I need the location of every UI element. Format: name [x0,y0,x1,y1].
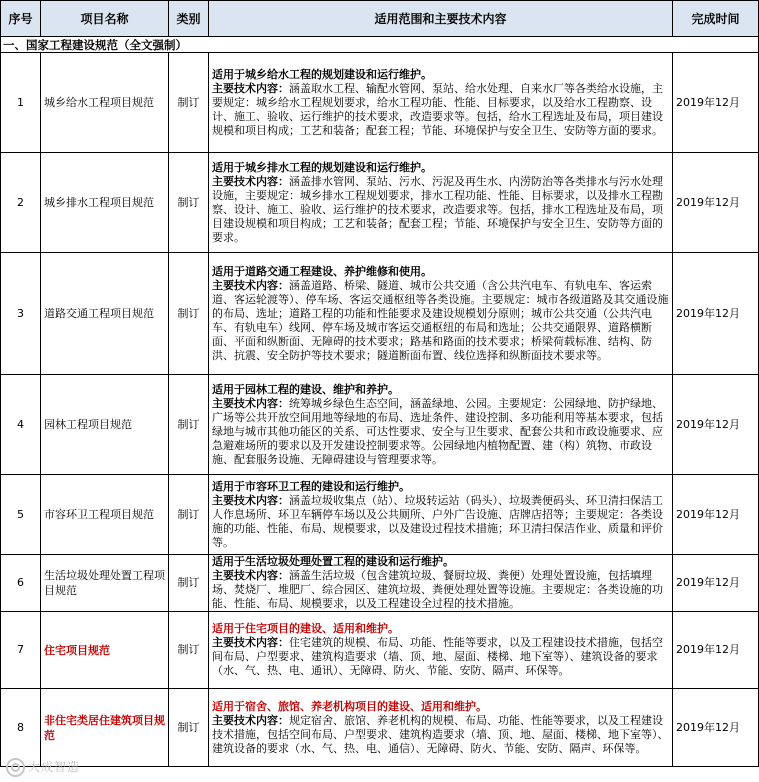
header-type: 类别 [169,1,209,37]
tech-text: 统筹城乡绿色生态空间，涵盖绿地、公园。主要规定：公园绿地、防护绿地、广场等公共开放空间用地等绿地的布局、选址条件、建设控制、多功能利用等基本要求，包括绿地与城市其他功能区的关系、可达性要求、安全与卫生要求、配套公共和市政设施要求、应急避难场所的要求以及开发建设控制要求等。公园绿地内植物配置、建（构）筑物、市政设施、配套服务设施、无障碍建设与管理要求等。 [212,396,663,466]
tech-paragraph [212,569,669,611]
header-time: 完成时间 [673,1,759,37]
header-name: 项目名称 [41,1,169,37]
tech-text: 涵盖取水工程、输配水管网、泵站、给水处理、自来水厂等各类给水设施，主要规定：城乡给水工程规划要求，给水工程功能、性能、目标要求，以及给水工程勘察、设计、施工、验收、运行维护的技术要求，改造要求等。包括，给水工程选址及布局，项目建设规模和项目构成；工艺和装备；配套工程；节能、环境保护与安全卫生、安防等方面的要求。 [212,81,663,137]
category: 制订 [169,53,209,153]
table-row [1,475,759,555]
scope-text: 适用于城乡排水工程的规划建设和运行维护。 [212,160,432,174]
category: 制订 [169,375,209,475]
tech-text: 住宅建筑的规模、布局、功能、性能等要求，以及工程建设技术措施，包括空间布局、户型要求、建筑构造要求（墙、顶、地、屋面、楼梯、地下室等）、建筑设备的要求（水、气、热、电、通讯）、无障碍、防火、节能、安防、隔声、环保等。 [212,636,663,677]
content-cell [209,612,673,689]
completion-time: 2019年12月 [673,475,759,555]
completion-time: 2019年12月 [673,555,759,612]
scope-text: 适用于道路交通工程建设、养护维修和使用。 [212,264,432,278]
content-cell [209,475,673,555]
scope-text: 适用于园林工程的建设、维护和养护。 [212,382,399,396]
category: 制订 [169,689,209,767]
completion-time: 2019年12月 [673,153,759,253]
project-name: 市容环卫工程项目规范 [41,475,169,555]
tech-label: 主要技术内容： [212,713,289,727]
tech-paragraph [212,494,669,550]
tech-paragraph [212,82,669,138]
scope-text: 适用于住宅项目的建设、适用和维护。 [212,622,399,635]
table-row [1,375,759,475]
project-name: 城乡给水工程项目规范 [41,53,169,153]
tech-label: 主要技术内容： [212,569,289,582]
tech-paragraph [212,175,669,245]
scope-text: 适用于市容环卫工程的建设和运行维护。 [212,479,410,493]
table-row [1,53,759,153]
completion-time: 2019年12月 [673,375,759,475]
completion-time: 2019年12月 [673,612,759,689]
scope-text: 适用于宿舍、旅馆、养老机构项目的建设、适用和维护。 [212,699,487,713]
completion-time: 2019年12月 [673,689,759,767]
tech-label: 主要技术内容： [212,278,289,292]
tech-label: 主要技术内容： [212,636,289,649]
watermark-text: 大成智造 [28,760,81,774]
tech-paragraph [212,397,669,467]
header-num: 序号 [1,1,41,37]
category: 制订 [169,555,209,612]
content-cell [209,153,673,253]
watermark-logo-icon [6,758,25,777]
tech-label: 主要技术内容： [212,396,289,410]
row-number: 7 [1,612,41,689]
category: 制订 [169,612,209,689]
project-name: 住宅项目规范 [41,612,169,689]
row-number: 6 [1,555,41,612]
row-number: 4 [1,375,41,475]
row-number: 1 [1,53,41,153]
row-number: 2 [1,153,41,253]
row-number: 3 [1,253,41,375]
table-row [1,555,759,612]
tech-label: 主要技术内容： [212,493,289,507]
section-row [1,37,759,53]
project-name: 生活垃圾处理处置工程项目规范 [41,555,169,612]
content-cell [209,253,673,375]
table-row [1,689,759,767]
table-row [1,153,759,253]
tech-label: 主要技术内容： [212,81,289,95]
content-cell [209,53,673,153]
tech-paragraph [212,636,669,678]
tech-text: 涵盖道路、桥梁、隧道、城市公共交通（含公共汽电车、有轨电车、客运索道、客运轮渡等）、停车场、客运交通枢纽等各类设施。主要规定：城市各级道路及其交通设施的布局、选址；道路工程的功能和性能要求及建设规模划分原则；城市公共交通（公共汽电车、有轨电车）线网、停车场及城市客运交通枢纽的布局和选址；公共交通限界、道路横断面、平面和纵断面、无障碍的技术要求；路基和路面的技术要求；桥梁荷载标准、结构、防洪、抗震、安全防护等技术要求；隧道断面布置、线位选择和纵断面技术要求等。 [212,278,669,362]
tech-text: 涵盖生活垃圾（包含建筑垃圾、餐厨垃圾、粪便）处理处置设施，包括填埋场、焚烧厂、堆肥厂、综合园区、建筑垃圾、粪便处理处置等设施。主要规定：各类设施的功能、性能、布局、规模要求，以及工程建设全过程的技术措施。 [212,569,663,610]
section-title: 一、国家工程建设规范（全文强制） [1,37,759,53]
tech-text: 涵盖排水管网、泵站、污水、污泥及再生水、内涝防治等各类排水与污水处理设施，主要规定：城乡排水工程规划要求，排水工程功能、性能、目标要求，以及排水工程勘察、设计、施工、验收、运行维护的技术要求，改造要求等。包括，排水工程选址及布局，项目建设规模和项目构成；工艺和装备；配套工程；节能、环境保护与安全卫生、安防等方面的要求。 [212,174,663,244]
tech-text: 涵盖垃圾收集点（站）、垃圾转运站（码头）、垃圾粪便码头、环卫清扫保洁工人作息场所、环卫车辆停车场以及公共厕所、户外广告设施、店牌店招等；主要规定：各类设施的功能、性能、布局、规模要求，以及建设过程技术措施；环卫清扫保洁作业、质量和评价等。 [212,493,663,549]
table-row [1,612,759,689]
project-name: 道路交通工程项目规范 [41,253,169,375]
content-cell [209,555,673,612]
tech-paragraph [212,714,669,756]
row-number: 8 [1,689,41,767]
scope-text: 适用于城乡给水工程的规划建设和运行维护。 [212,67,432,81]
completion-time: 2019年12月 [673,53,759,153]
watermark [6,758,80,777]
category: 制订 [169,153,209,253]
tech-paragraph [212,279,669,363]
category: 制订 [169,253,209,375]
project-name: 城乡排水工程项目规范 [41,153,169,253]
header-row [1,1,759,37]
tech-label: 主要技术内容： [212,174,289,188]
project-name: 园林工程项目规范 [41,375,169,475]
project-name: 非住宅类居住建筑项目规范 [41,689,169,767]
content-cell [209,375,673,475]
tech-text: 规定宿舍、旅馆、养老机构的规模、布局、功能、性能等要求，以及工程建设技术措施，包括空间布局、户型要求、建筑构造要求（墙、顶、地、屋面、楼梯、地下室等）、建筑设备的要求（水、气、热、电、通信）、无障碍、防火、节能、安防、隔声、环保等。 [212,713,669,755]
header-content: 适用范围和主要技术内容 [209,1,673,37]
completion-time: 2019年12月 [673,253,759,375]
table-row [1,253,759,375]
category: 制订 [169,475,209,555]
content-cell [209,689,673,767]
row-number: 5 [1,475,41,555]
scope-text: 适用于生活垃圾处理处置工程的建设和运行维护。 [212,555,454,568]
